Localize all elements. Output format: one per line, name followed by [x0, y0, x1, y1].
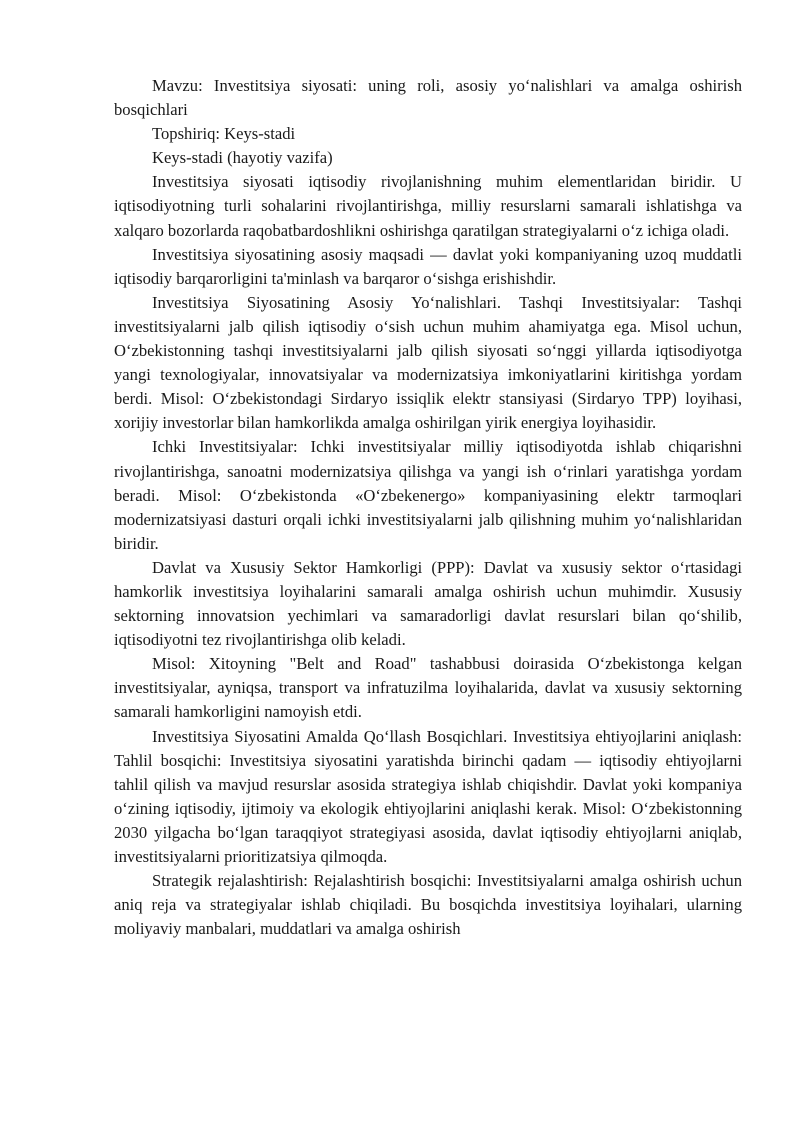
strategic-planning-paragraph: Strategik rejalashtirish: Rejalashtirish bosqichi: Investitsiyalarni amalga oshirish uchun aniq reja va strategiyalar ishlab chiqiladi. Bu bosqichda investitsiya loyihalari, ularning moliyaviy manbalari, muddatlari va amalga oshirish	[114, 871, 742, 939]
external-investments-paragraph: Investitsiya Siyosatining Asosiy Yoʻnalishlari. Tashqi Investitsiyalar: Tashqi investitsiyalarni jalb qilish iqtisodiy oʻsish uchun muhim ahamiyatga ega. Misol uchun, Oʻzbekistonning tashqi investitsiyalarni jalb qilish siyosati soʻnggi yillarda iqtisodiyotga yangi texnologiyalar, innovatsiyalar va modernizatsiya imkoniyatlarini kiritishga yordam berdi. Misol: Oʻzbekistondagi Sirdaryo issiqlik elektr stansiyasi (Sirdaryo TPP) loyihasi, xorijiy investorlar bilan hamkorlikda amalga oshirilgan yirik energiya loyihasidir.	[114, 292, 742, 433]
belt-and-road-paragraph: Misol: Xitoyning "Belt and Road" tashabbusi doirasida Oʻzbekistonga kelgan investitsiyalar, ayniqsa, transport va infratuzilma loyihalarida, davlat va xususiy sektorning samarali hamkorligini namoyish etdi.	[114, 654, 742, 722]
case-study-line: Keys-stadi (hayotiy vazifa)	[152, 148, 333, 168]
document-page	[114, 74, 742, 941]
stages-paragraph: Investitsiya Siyosatini Amalda Qoʻllash Bosqichlari. Investitsiya ehtiyojlarini aniqlash: Tahlil bosqichi: Investitsiya siyosatini yaratishda birinchi qadam — iqtisodiy ehtiyojlarni tahlil qilish va mavjud resurslar asosida strategiya ishlab chiqishdir. Davlat yoki kompaniya oʻzining iqtisodiy, ijtimoiy va ekologik ehtiyojlarini aniqlashi kerak. Misol: Oʻzbekistonning 2030 yilgacha boʻlgan taraqqiyot strategiyasi asosida, davlat iqtisodiy ehtiyojlarni aniqlab, investitsiyalarni prioritizatsiya qilmoqda.	[114, 726, 742, 866]
main-goal-paragraph: Investitsiya siyosatining asosiy maqsadi — davlat yoki kompaniyaning uzoq muddatli iqtisodiy barqarorligini ta'minlash va barqaror oʻsishga erishishdir.	[114, 244, 742, 288]
intro-paragraph: Investitsiya siyosati iqtisodiy rivojlanishning muhim elementlaridan biridir. U iqtisodiyotning turli sohalarini rivojlantirishga, milliy resurslarni samarali ishlatishga va xalqaro bozorlarda raqobatbardoshlikni oshirishga qaratilgan strategiyalarni oʻz ichiga oladi.	[114, 172, 742, 240]
topic-heading: Mavzu: Investitsiya siyosati: uning roli, asosiy yoʻnalishlari va amalga oshirish bosqichlari	[114, 76, 742, 120]
assignment-line: Topshiriq: Keys-stadi	[152, 124, 296, 144]
ppp-paragraph: Davlat va Xususiy Sektor Hamkorligi (PPP): Davlat va xususiy sektor oʻrtasidagi hamkorlik investitsiya loyihalarini samarali amalga oshirish uchun muhimdir. Xususiy sektorning innovatsion yechimlari va samaradorligi davlat resurslari bilan qoʻshilib, iqtisodiyotni tez rivojlantirishga olib keladi.	[114, 557, 742, 650]
internal-investments-paragraph: Ichki Investitsiyalar: Ichki investitsiyalar milliy iqtisodiyotda ishlab chiqarishni rivojlantirishga, sanoatni modernizatsiya qilishga va yangi ish oʻrinlari yaratishga yordam beradi. Misol: Oʻzbekistonda «Oʻzbekenergo» kompaniyasining elektr tarmoqlari modernizatsiyasi dasturi orqali ichki investitsiyalarni jalb qilishning muhim yoʻnalishlaridan biridir.	[114, 437, 742, 553]
